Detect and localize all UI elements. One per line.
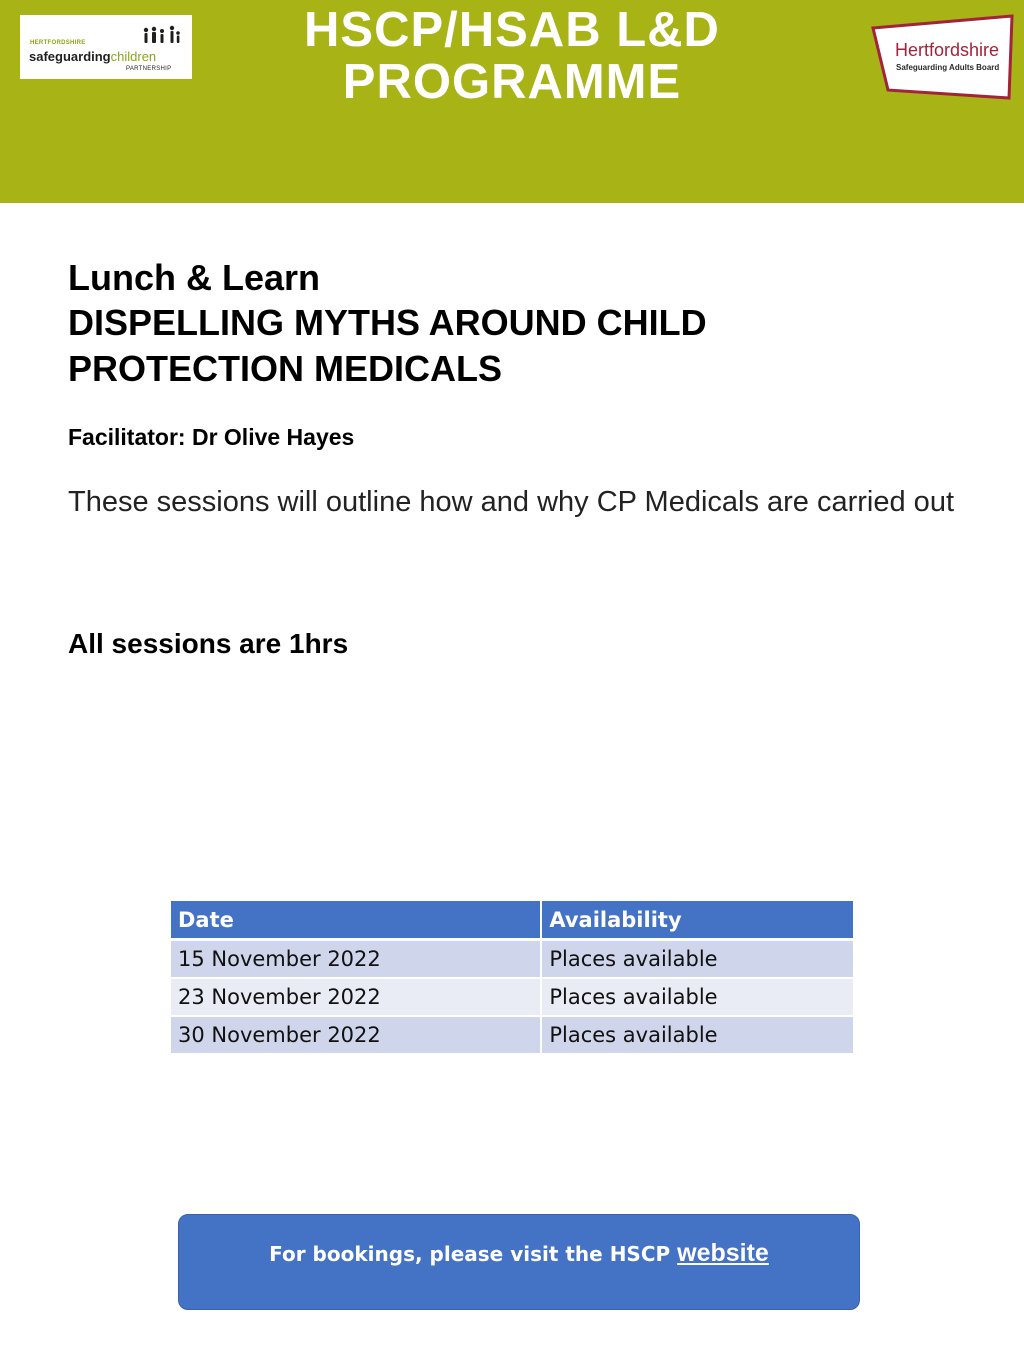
logo-left-small-text: HERTFORDSHIRE: [30, 40, 86, 46]
table-row: [171, 978, 853, 1016]
session-date: 30 November 2022: [171, 1016, 541, 1054]
session-availability: Places available: [541, 940, 853, 979]
facilitator: Facilitator: Dr Olive Hayes: [68, 424, 355, 450]
session-date: 23 November 2022: [171, 978, 541, 1016]
table-row: [171, 940, 853, 979]
booking-text: For bookings, please visit the HSCP: [269, 1242, 678, 1266]
booking-text-line: [179, 1239, 859, 1268]
website-link[interactable]: website: [677, 1239, 769, 1267]
sessions-table: [171, 901, 853, 1055]
event-type: Lunch & Learn: [68, 257, 321, 298]
event-title: DISPELLING MYTHS AROUND CHILD PROTECTION MEDICALS: [68, 302, 707, 389]
session-date: 15 November 2022: [171, 940, 541, 979]
logo-left-partner-text: PARTNERSHIP: [126, 66, 172, 72]
logo-right-subtitle: Safeguarding Adults Board: [896, 63, 1000, 72]
session-availability: Places available: [541, 1016, 853, 1054]
column-header-date: Date: [171, 901, 541, 940]
safeguarding-adults-board-logo: [870, 14, 1016, 100]
page-title-line2: PROGRAMME: [342, 55, 682, 109]
table-row: [171, 1016, 853, 1054]
logo-right-name: Hertfordshire: [895, 40, 1000, 60]
column-header-availability: Availability: [541, 901, 853, 940]
session-availability: Places available: [541, 978, 853, 1016]
page-title-line1: HSCP/HSAB L&D: [304, 3, 720, 57]
header-banner: [0, 0, 1024, 203]
event-heading: [68, 256, 968, 392]
session-duration: All sessions are 1hrs: [68, 628, 349, 659]
event-description: These sessions will outline how and why CP Medicals are carried out: [68, 486, 955, 518]
booking-callout: [178, 1214, 860, 1310]
logo-left-main-text: safeguardingchildren: [29, 49, 157, 64]
table-header-row: [171, 901, 853, 940]
